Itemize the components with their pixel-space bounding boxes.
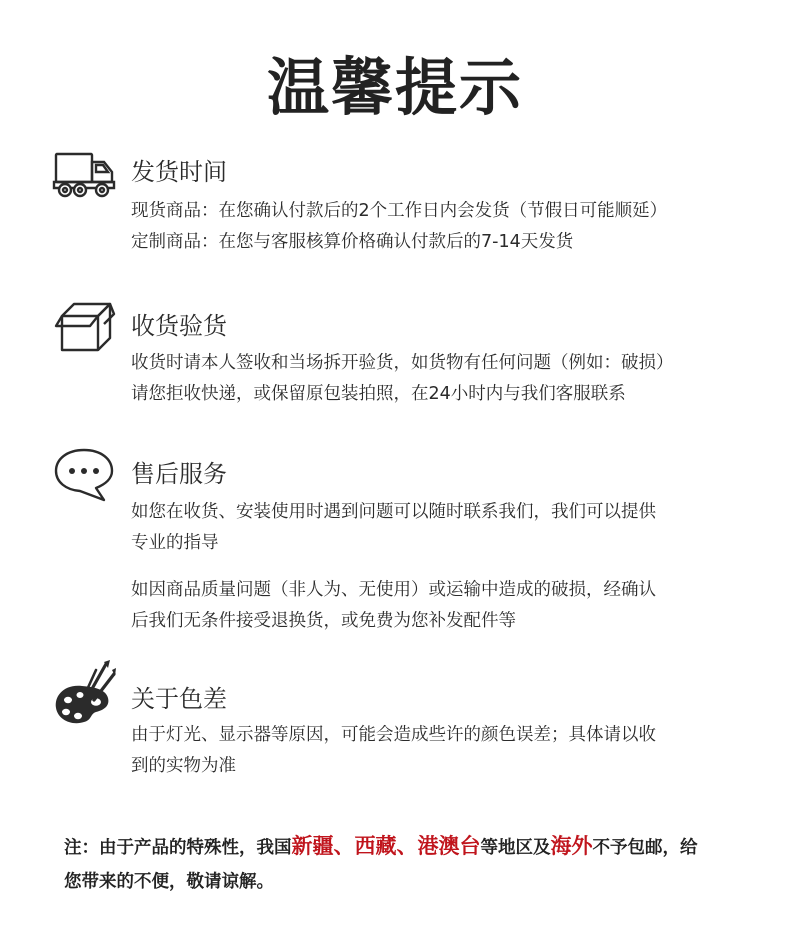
body-line: 专业的指导 [131,533,219,553]
body-line: 现货商品：在您确认付款后的2个工作日内会发货（节假日可能顺延） [131,201,668,221]
notice-middle: 等地区及 [480,838,551,858]
body-line: 到的实物为准 [131,756,236,776]
page-title: 温馨提示 [266,51,523,124]
notice-region-overseas: 海外 [550,834,593,858]
notice-region-xinjiang: 新疆 [291,834,334,858]
notice-line-1 [64,829,744,865]
body-line: 请您拒收快递，或保留原包装拍照，在24小时内与我们客服联系 [131,384,626,404]
body-line: 后我们无条件接受退换货，或免费为您补发配件等 [131,611,516,631]
truck-icon [52,148,116,204]
body-line: 如您在收货、安装使用时遇到问题可以随时联系我们，我们可以提供 [131,502,656,522]
body-line: 收货时请本人签收和当场拆开验货，如货物有任何问题（例如：破损） [131,353,674,373]
body-line: 定制商品：在您与客服核算价格确认付款后的7-14天发货 [131,232,574,252]
body-line: 如因商品质量问题（非人为、无使用）或运输中造成的破损，经确认 [131,580,656,600]
box-icon [52,298,116,354]
palette-icon [52,660,116,726]
section-heading: 发货时间 [131,158,227,186]
body-line: 由于灯光、显示器等原因，可能会造成些许的颜色误差；具体请以收 [131,725,656,745]
section-body [131,196,741,258]
notice-region-tibet: 西藏 [354,834,397,858]
section-heading: 售后服务 [131,460,227,488]
notice-region-hk-macau-taiwan: 港澳台 [417,834,481,858]
section-body [131,497,741,637]
shipping-notice [64,829,744,899]
section-heading: 收货验货 [131,312,227,340]
notice-separator: 、 [333,834,355,858]
chat-bubble-icon [52,446,116,502]
section-body [131,720,741,782]
notice-suffix: 不予包邮，给 [592,838,698,858]
notice-separator: 、 [396,834,418,858]
notice-prefix: 注：由于产品的特殊性，我国 [64,838,292,858]
section-heading: 关于色差 [131,685,227,713]
notice-line-2: 您带来的不便，敬请谅解。 [64,872,274,892]
section-body [131,348,741,410]
